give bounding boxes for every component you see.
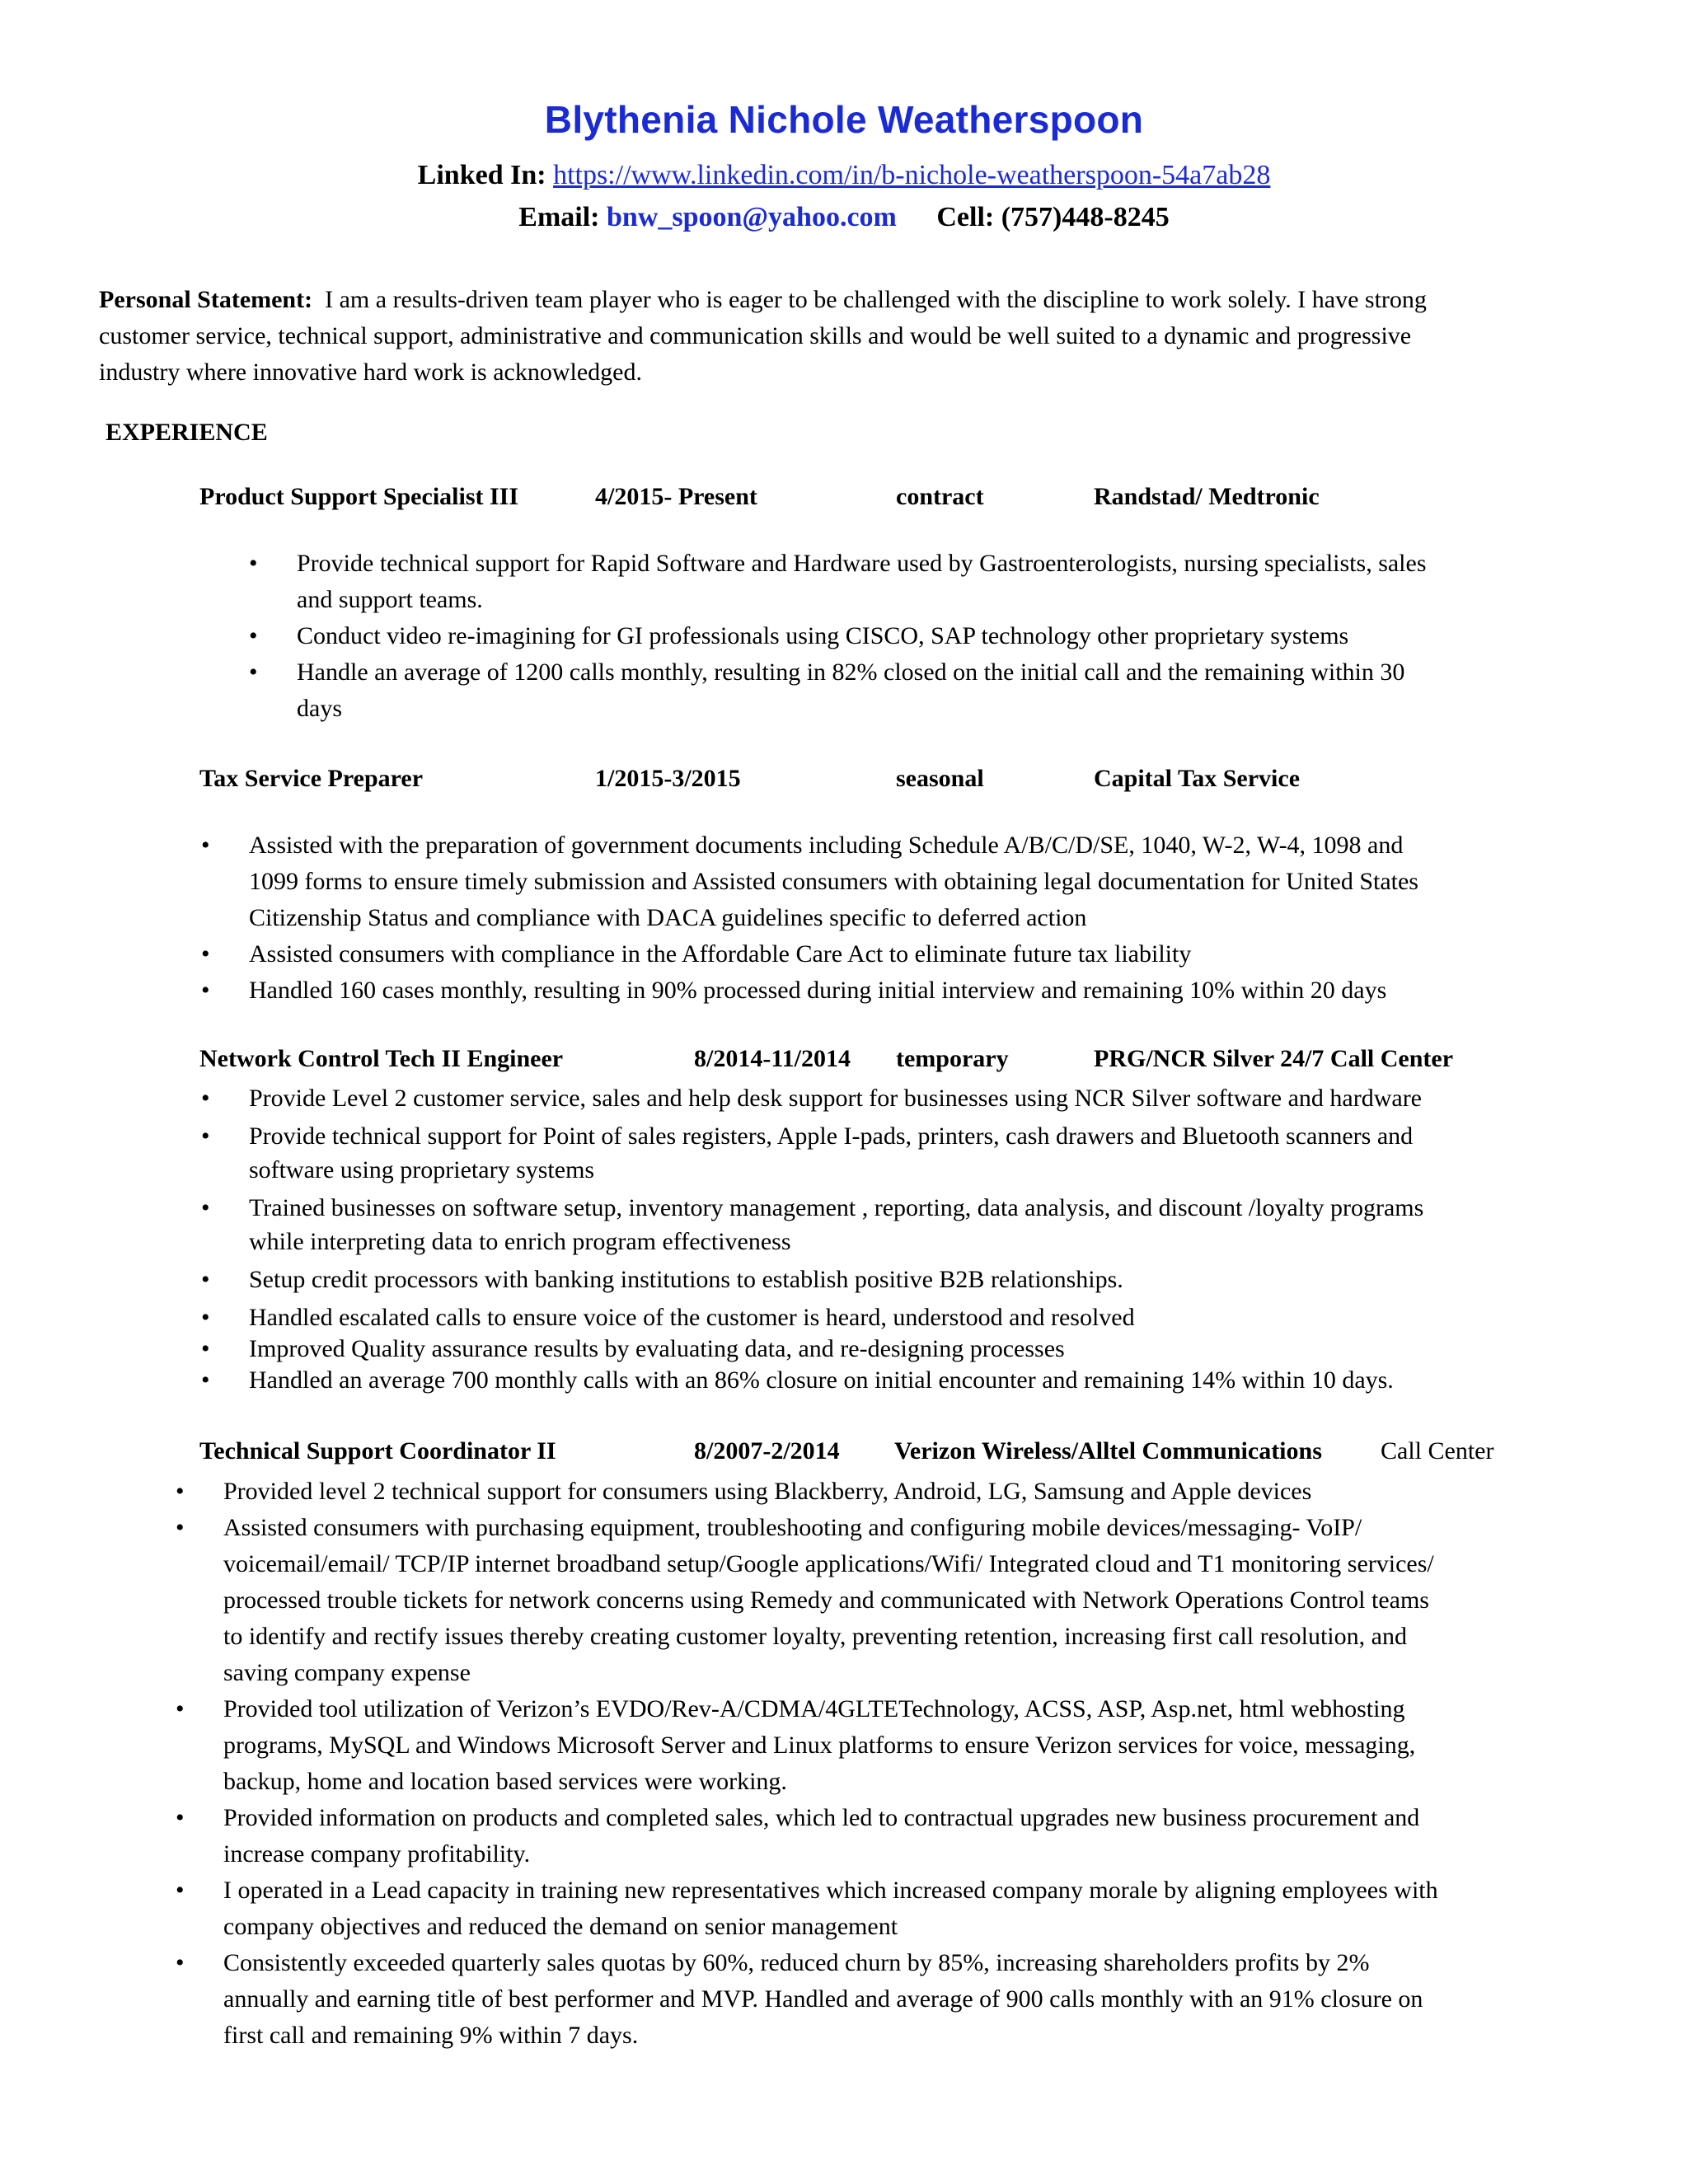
list-item: • Assisted consumers with purchasing equipment, troubleshooting and configuring mobile devices/messaging- VoIP/ voicemail/email/ TCP/IP internet broadband setup/Google applications/Wifi/ Integrated cloud and T1 monitoring services/ processed trouble tickets for network concerns using Remedy and communicated with Network Operations Control teams to identify and rectify issues thereby creating customer loyalty, preventing retention, increasing first call resolution, and saving company expense [223, 1510, 1625, 1691]
job-dates: 8/2007-2/2014 [694, 1437, 840, 1465]
job-company-suffix: Call Center [1381, 1437, 1494, 1465]
list-item: • Handled 160 cases monthly, resulting in 90% processed during initial interview and remaining 10% within 20 days [249, 972, 1617, 1009]
job-header [199, 483, 1436, 516]
job-type: temporary [896, 1045, 1009, 1072]
job-dates: 8/2014-11/2014 [694, 1045, 851, 1072]
list-item: • Improved Quality assurance results by evaluating data, and re-designing processes [249, 1334, 1617, 1364]
list-item: • Handled escalated calls to ensure voice of the customer is heard, understood and resolved [249, 1301, 1617, 1334]
job-title: Network Control Tech II Engineer [199, 1045, 564, 1072]
personal-statement [99, 282, 1582, 391]
job-company: PRG/NCR Silver 24/7 Call Center [1094, 1045, 1454, 1072]
list-item: • I operated in a Lead capacity in training new representatives which increased company morale by aligning employees with company objectives and reduced the demand on senior management [223, 1872, 1625, 1945]
job-header [199, 765, 1436, 798]
job-company: Verizon Wireless/Alltel Communications [894, 1437, 1322, 1465]
list-item: • Handled an average 700 monthly calls with an 86% closure on initial encounter and remaining 14% within 10 days. [249, 1364, 1617, 1397]
job-bullets [297, 546, 1615, 727]
job-bullets [223, 1474, 1625, 2054]
job-dates: 4/2015- Present [595, 483, 757, 510]
job-company: Randstad/ Medtronic [1094, 483, 1320, 510]
list-item: • Trained businesses on software setup, inventory management , reporting, data analysis, and discount /loyalty programs while interpreting data to enrich program effectiveness [249, 1191, 1617, 1258]
list-item: • Provided tool utilization of Verizon’s EVDO/Rev-A/CDMA/4GLTETechnology, ACSS, ASP, Asp.net, html webhosting programs, MySQL and Windows Microsoft Server and Linux platforms to ensure Verizon services for voice, messaging, backup, home and location based services were working. [223, 1691, 1625, 1800]
statement-line-2: customer service, technical support, administrative and communication skills and would be well suited to a dynamic and progressive [99, 322, 1412, 349]
job-dates: 1/2015-3/2015 [595, 765, 741, 792]
list-item: • Provide Level 2 customer service, sales and help desk support for businesses using NCR Silver software and hardware [249, 1081, 1617, 1115]
email-label: Email: [518, 202, 600, 232]
list-item: • Handle an average of 1200 calls monthly, resulting in 82% closed on the initial call and the remaining within 30 days [297, 654, 1615, 727]
list-item: • Assisted with the preparation of government documents including Schedule A/B/C/D/SE, 1040, W-2, W-4, 1098 and 1099 forms to ensure timely submission and Assisted consumers with obtaining legal documentation for United States Citizenship Status and compliance with DACA guidelines specific to deferred action [249, 827, 1617, 936]
statement-line-3: industry where innovative hard work is acknowledged. [99, 359, 642, 386]
linkedin-line [0, 160, 1688, 191]
linkedin-link[interactable]: https://www.linkedin.com/in/b-nichole-weatherspoon-54a7ab28 [553, 160, 1271, 190]
job-type: contract [896, 483, 984, 510]
job-bullets [249, 827, 1617, 1009]
job-bullets [249, 1081, 1617, 1397]
job-title: Tax Service Preparer [199, 765, 424, 792]
job-title: Technical Support Coordinator II [199, 1437, 556, 1465]
personal-statement-label: Personal Statement: [99, 286, 313, 313]
cell-phone: Cell: (757)448-8245 [936, 202, 1170, 232]
list-item: • Conduct video re-imagining for GI professionals using CISCO, SAP technology other proprietary systems [297, 618, 1615, 654]
job-header [199, 1437, 1617, 1470]
list-item: • Provided level 2 technical support for consumers using Blackberry, Android, LG, Samsung and Apple devices [223, 1474, 1625, 1510]
candidate-name: Blythenia Nichole Weatherspoon [544, 98, 1144, 141]
statement-line-1: I am a results-driven team player who is eager to be challenged with the discipline to work solely. I have strong [325, 286, 1427, 313]
linkedin-label: Linked In: [417, 160, 546, 190]
list-item: • Provided information on products and completed sales, which led to contractual upgrades new business procurement and increase company profitability. [223, 1800, 1625, 1872]
list-item: • Provide technical support for Rapid Software and Hardware used by Gastroenterologists, nursing specialists, sales and support teams. [297, 546, 1615, 618]
list-item: • Provide technical support for Point of sales registers, Apple I-pads, printers, cash drawers and Bluetooth scanners and software using proprietary systems [249, 1119, 1617, 1187]
experience-heading: EXPERIENCE [106, 419, 268, 446]
job-company: Capital Tax Service [1094, 765, 1301, 792]
email-line [0, 202, 1688, 233]
list-item: • Assisted consumers with compliance in the Affordable Care Act to eliminate future tax liability [249, 936, 1617, 972]
job-title: Product Support Specialist III [199, 483, 519, 510]
job-type: seasonal [896, 765, 984, 792]
list-item: • Consistently exceeded quarterly sales quotas by 60%, reduced churn by 85%, increasing shareholders profits by 2% annually and earning title of best performer and MVP. Handled and average of 900 calls monthly with an 91% closure on first call and remaining 9% within 7 days. [223, 1945, 1625, 2054]
list-item: • Setup credit processors with banking institutions to establish positive B2B relationships. [249, 1263, 1617, 1296]
job-header [199, 1045, 1601, 1078]
email-link[interactable]: bnw_spoon@yahoo.com [607, 202, 897, 232]
